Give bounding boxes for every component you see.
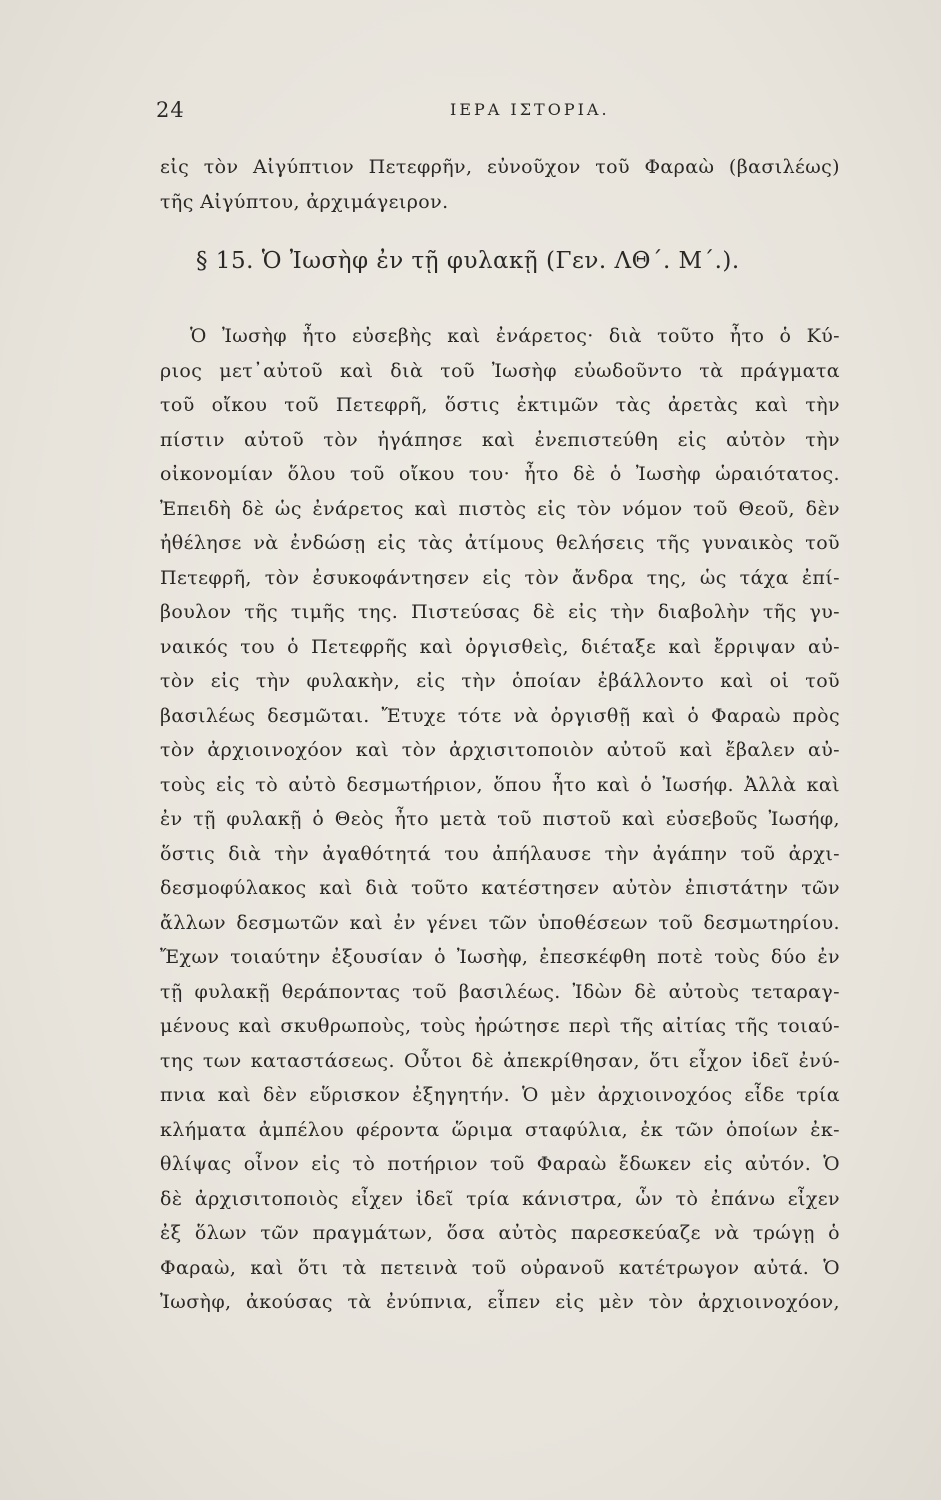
text-line: ριος μετ᾽αὐτοῦ καὶ διὰ τοῦ Ἰωσὴφ εὐωδοῦντο τὰ πράγματα <box>160 359 840 382</box>
text-line: Ἰωσὴφ, ἀκούσας τὰ ἐνύπνια, εἶπεν εἰς μὲν τὸν ἀρχιοινοχόον, <box>160 1291 840 1313</box>
text-block <box>160 150 840 1320</box>
text-line: οἰκονομίαν ὅλου τοῦ οἴκου του· ἦτο δὲ ὁ Ἰωσὴφ ὡραιότατος. <box>160 463 840 485</box>
text-line: ὅστις διὰ τὴν ἀγαθότητά του ἀπήλαυσε τὴν ἀγάπην τοῦ ἀρχι- <box>160 842 840 865</box>
text-line: τῇ φυλακῇ θεράποντας τοῦ βασιλέως. Ἰδὼν δὲ αὐτοὺς τεταραγ- <box>160 980 840 1003</box>
text-line: Ὁ Ἰωσὴφ ἦτο εὐσεβὴς καὶ ἐνάρετος· διὰ τοῦτο ἦτο ὁ Κύ- <box>190 325 840 347</box>
text-line: πίστιν αὐτοῦ τὸν ἠγάπησε καὶ ἐνεπιστεύθη εἰς αὐτὸν τὴν <box>160 428 840 451</box>
page-number: 24 <box>156 98 185 122</box>
text-line: Φαραὼ, καὶ ὅτι τὰ πετεινὰ τοῦ οὐρανοῦ κατέτρωγον αὐτά. Ὁ <box>160 1256 840 1279</box>
text-line: βασιλέως δεσμῶται. Ἔτυχε τότε νὰ ὀργισθῇ καὶ ὁ Φαραὼ πρὸς <box>160 704 840 727</box>
text-line: της των καταστάσεως. Οὗτοι δὲ ἀπεκρίθησαν, ὅτι εἶχον ἰδεῖ ἐνύ- <box>160 1049 840 1072</box>
heading-spacer <box>160 291 840 319</box>
text-line: πνια καὶ δὲν εὕρισκον ἐξηγητήν. Ὁ μὲν ἀρχιοινοχόος εἶδε τρία <box>160 1084 840 1106</box>
text-line: ἐν τῇ φυλακῇ ὁ Θεὸς ἦτο μετὰ τοῦ πιστοῦ καὶ εὐσεβοῦς Ἰωσήφ, <box>160 808 840 830</box>
text-line: θλίψας οἶνον εἰς τὸ ποτήριον τοῦ Φαραὼ ἔδωκεν εἰς αὐτόν. Ὁ <box>160 1153 840 1175</box>
text-line: ἠθέλησε νὰ ἐνδώσῃ εἰς τὰς ἀτίμους θελήσεις τῆς γυναικὸς τοῦ <box>160 532 840 554</box>
text-line: δεσμοφύλακος καὶ διὰ τοῦτο κατέστησεν αὐτὸν ἐπιστάτην τῶν <box>160 877 840 899</box>
text-line: ἐξ ὅλων τῶν πραγμάτων, ὅσα αὐτὸς παρεσκεύαζε νὰ τρώγῃ ὁ <box>160 1222 840 1244</box>
text-line: ναικός του ὁ Πετεφρῆς καὶ ὀργισθεὶς, διέταξε καὶ ἔρριψαν αὐ- <box>160 635 840 658</box>
text-line: εἰς τὸν Αἰγύπτιον Πετεφρῆν, εὐνοῦχον τοῦ Φαραὼ (βασιλέως) <box>160 156 840 178</box>
text-line: μένους καὶ σκυθρωποὺς, τοὺς ἠρώτησε περὶ τῆς αἰτίας τῆς τοιαύ- <box>160 1015 840 1037</box>
running-head <box>150 98 840 128</box>
text-line: τοὺς εἰς τὸ αὐτὸ δεσμωτήριον, ὅπου ἦτο καὶ ὁ Ἰωσήφ. Ἀλλὰ καὶ <box>160 773 840 796</box>
text-line: τοῦ οἴκου τοῦ Πετεφρῆ, ὅστις ἐκτιμῶν τὰς ἀρετὰς καὶ τὴν <box>160 394 840 416</box>
text-line: τὸν ἀρχιοινοχόον καὶ τὸν ἀρχισιτοποιὸν αὐτοῦ καὶ ἔβαλεν αὐ- <box>160 739 840 761</box>
text-line: Πετεφρῆ, τὸν ἐσυκοφάντησεν εἰς τὸν ἄνδρα της, ὡς τάχα ἐπί- <box>160 566 840 589</box>
text-line: Ἐπειδὴ δὲ ὡς ἐνάρετος καὶ πιστὸς εἰς τὸν νόμον τοῦ Θεοῦ, δὲν <box>160 497 840 520</box>
text-line: ἄλλων δεσμωτῶν καὶ ἐν γένει τῶν ὑποθέσεων τοῦ δεσμωτηρίου. <box>160 911 840 934</box>
text-line: τὸν εἰς τὴν φυλακὴν, εἰς τὴν ὁποίαν ἐβάλλοντο καὶ οἱ τοῦ <box>160 670 840 692</box>
section-heading: § 15. Ὁ Ἰωσὴφ ἐν τῇ φυλακῇ (Γεν. ΛΘ΄. Μ΄.). <box>196 248 740 274</box>
text-line: δὲ ἀρχισιτοποιὸς εἶχεν ἰδεῖ τρία κάνιστρα, ὧν τὸ ἐπάνω εἶχεν <box>160 1187 840 1210</box>
text-line: βουλον τῆς τιμῆς της. Πιστεύσας δὲ εἰς τὴν διαβολὴν τῆς γυ- <box>160 601 840 623</box>
text-line: Ἔχων τοιαύτην ἐξουσίαν ὁ Ἰωσὴφ, ἐπεσκέφθη ποτὲ τοὺς δύο ἐν <box>160 946 840 968</box>
text-line: τῆς Αἰγύπτου, ἀρχιμάγειρον. <box>160 190 449 213</box>
text-line: κλήματα ἀμπέλου φέροντα ὥριμα σταφύλια, ἐκ τῶν ὁποίων ἐκ- <box>160 1118 840 1141</box>
running-title: ΙΕΡΑ ΙΣΤΟΡΙΑ. <box>450 100 610 119</box>
